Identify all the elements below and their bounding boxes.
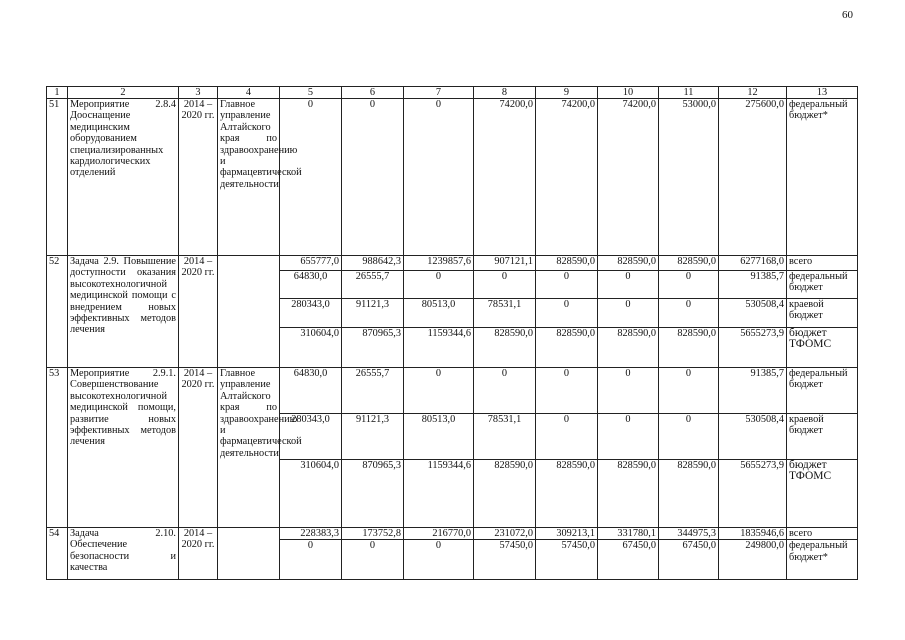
- header-cell: 13: [787, 87, 858, 99]
- value-cell: 0: [536, 368, 598, 414]
- value-cell: 988642,3: [342, 256, 404, 271]
- value-cell: 0: [598, 368, 659, 414]
- funding-source: федеральный бюджет*: [787, 540, 858, 580]
- funding-source: федеральный бюджет*: [787, 99, 858, 256]
- value-cell: 231072,0: [474, 528, 536, 540]
- page-number: 60: [842, 9, 853, 21]
- value-cell: 0: [404, 99, 474, 256]
- value-cell: 280343,0: [280, 299, 342, 328]
- value-cell: 1159344,6: [404, 328, 474, 368]
- funding-source: бюджет ТФОМС: [787, 460, 858, 528]
- value-cell: 310604,0: [280, 328, 342, 368]
- row-executor: [218, 528, 280, 580]
- value-cell: 828590,0: [536, 256, 598, 271]
- value-cell: 53000,0: [659, 99, 719, 256]
- value-cell: 80513,0: [404, 299, 474, 328]
- value-cell: 74200,0: [474, 99, 536, 256]
- table-row: [47, 256, 858, 271]
- value-cell: 907121,1: [474, 256, 536, 271]
- value-cell: 249800,0: [719, 540, 787, 580]
- value-cell: 78531,1: [474, 414, 536, 460]
- value-cell: 828590,0: [659, 256, 719, 271]
- value-cell: 331780,1: [598, 528, 659, 540]
- funding-source: бюджет ТФОМС: [787, 328, 858, 368]
- value-cell: 309213,1: [536, 528, 598, 540]
- value-cell: 216770,0: [404, 528, 474, 540]
- value-cell: 0: [474, 368, 536, 414]
- header-cell: 2: [68, 87, 179, 99]
- row-name: Задача 2.9. Повышение доступности оказания высокотехнологичной медицинской помощи с внедрением новых эффективных методов лечения: [68, 256, 179, 368]
- value-cell: 91385,7: [719, 368, 787, 414]
- row-number: 52: [47, 256, 68, 368]
- value-cell: 0: [659, 368, 719, 414]
- funding-source: федеральный бюджет: [787, 368, 858, 414]
- table-row: [47, 528, 858, 540]
- value-cell: 80513,0: [404, 414, 474, 460]
- value-cell: 0: [280, 540, 342, 580]
- value-cell: 0: [404, 368, 474, 414]
- value-cell: 655777,0: [280, 256, 342, 271]
- header-cell: 1: [47, 87, 68, 99]
- value-cell: 0: [659, 299, 719, 328]
- value-cell: 0: [404, 271, 474, 299]
- value-cell: 91385,7: [719, 271, 787, 299]
- row-number: 54: [47, 528, 68, 580]
- value-cell: 530508,4: [719, 299, 787, 328]
- value-cell: 0: [404, 540, 474, 580]
- value-cell: 1239857,6: [404, 256, 474, 271]
- value-cell: 74200,0: [536, 99, 598, 256]
- value-cell: 0: [342, 99, 404, 256]
- value-cell: 828590,0: [474, 460, 536, 528]
- table-row: [47, 99, 858, 256]
- funding-source: всего: [787, 256, 858, 271]
- value-cell: 67450,0: [598, 540, 659, 580]
- value-cell: 0: [659, 414, 719, 460]
- value-cell: 1159344,6: [404, 460, 474, 528]
- value-cell: 0: [474, 271, 536, 299]
- value-cell: 530508,4: [719, 414, 787, 460]
- funding-source: краевой бюджет: [787, 414, 858, 460]
- row-name: Задача 2.10. Обеспечение безопасности и качества: [68, 528, 179, 580]
- row-executor: Главное управление Алтайского края по здравоохранению и фармацевтической деятельности: [218, 368, 280, 528]
- row-number: 51: [47, 99, 68, 256]
- value-cell: 6277168,0: [719, 256, 787, 271]
- value-cell: 67450,0: [659, 540, 719, 580]
- value-cell: 828590,0: [659, 460, 719, 528]
- header-cell: 12: [719, 87, 787, 99]
- row-number: 53: [47, 368, 68, 528]
- value-cell: 344975,3: [659, 528, 719, 540]
- value-cell: 828590,0: [598, 328, 659, 368]
- table-row: [47, 368, 858, 414]
- row-name: Мероприятие 2.9.1. Совершенствование высокотехнологичной медицинской помощи, развитие новых эффективных методов лечения: [68, 368, 179, 528]
- value-cell: 5655273,9: [719, 328, 787, 368]
- value-cell: 870965,3: [342, 460, 404, 528]
- value-cell: 78531,1: [474, 299, 536, 328]
- row-period: 2014 – 2020 гг.: [179, 368, 218, 528]
- value-cell: 0: [342, 540, 404, 580]
- value-cell: 0: [598, 299, 659, 328]
- row-period: 2014 – 2020 гг.: [179, 99, 218, 256]
- value-cell: 57450,0: [474, 540, 536, 580]
- row-executor: [218, 256, 280, 368]
- value-cell: 0: [659, 271, 719, 299]
- header-cell: 10: [598, 87, 659, 99]
- value-cell: 5655273,9: [719, 460, 787, 528]
- row-period: 2014 – 2020 гг.: [179, 256, 218, 368]
- value-cell: 228383,3: [280, 528, 342, 540]
- value-cell: 870965,3: [342, 328, 404, 368]
- header-cell: 6: [342, 87, 404, 99]
- value-cell: 0: [598, 414, 659, 460]
- header-cell: 9: [536, 87, 598, 99]
- header-row: [47, 87, 858, 99]
- header-cell: 5: [280, 87, 342, 99]
- value-cell: 64830,0: [280, 271, 342, 299]
- header-cell: 3: [179, 87, 218, 99]
- header-cell: 11: [659, 87, 719, 99]
- value-cell: 828590,0: [598, 460, 659, 528]
- value-cell: 828590,0: [598, 256, 659, 271]
- value-cell: 310604,0: [280, 460, 342, 528]
- row-period: 2014 – 2020 гг.: [179, 528, 218, 580]
- value-cell: 828590,0: [474, 328, 536, 368]
- value-cell: 91121,3: [342, 299, 404, 328]
- value-cell: 1835946,6: [719, 528, 787, 540]
- funding-source: федеральный бюджет: [787, 271, 858, 299]
- row-name: Мероприятие 2.8.4 Дооснащение медицинским оборудованием специализированных кардиологических отделений: [68, 99, 179, 256]
- value-cell: 280343,0: [280, 414, 342, 460]
- value-cell: 26555,7: [342, 368, 404, 414]
- value-cell: 0: [598, 271, 659, 299]
- funding-source: краевой бюджет: [787, 299, 858, 328]
- header-cell: 4: [218, 87, 280, 99]
- value-cell: 275600,0: [719, 99, 787, 256]
- value-cell: 0: [280, 99, 342, 256]
- value-cell: 0: [536, 299, 598, 328]
- value-cell: 828590,0: [536, 460, 598, 528]
- value-cell: 91121,3: [342, 414, 404, 460]
- value-cell: 74200,0: [598, 99, 659, 256]
- value-cell: 173752,8: [342, 528, 404, 540]
- header-cell: 8: [474, 87, 536, 99]
- value-cell: 828590,0: [659, 328, 719, 368]
- row-executor: Главное управление Алтайского края по здравоохранению и фармацевтической деятельности: [218, 99, 280, 256]
- value-cell: 64830,0: [280, 368, 342, 414]
- value-cell: 0: [536, 414, 598, 460]
- value-cell: 57450,0: [536, 540, 598, 580]
- budget-table: [46, 86, 858, 580]
- value-cell: 26555,7: [342, 271, 404, 299]
- value-cell: 828590,0: [536, 328, 598, 368]
- funding-source: всего: [787, 528, 858, 540]
- value-cell: 0: [536, 271, 598, 299]
- header-cell: 7: [404, 87, 474, 99]
